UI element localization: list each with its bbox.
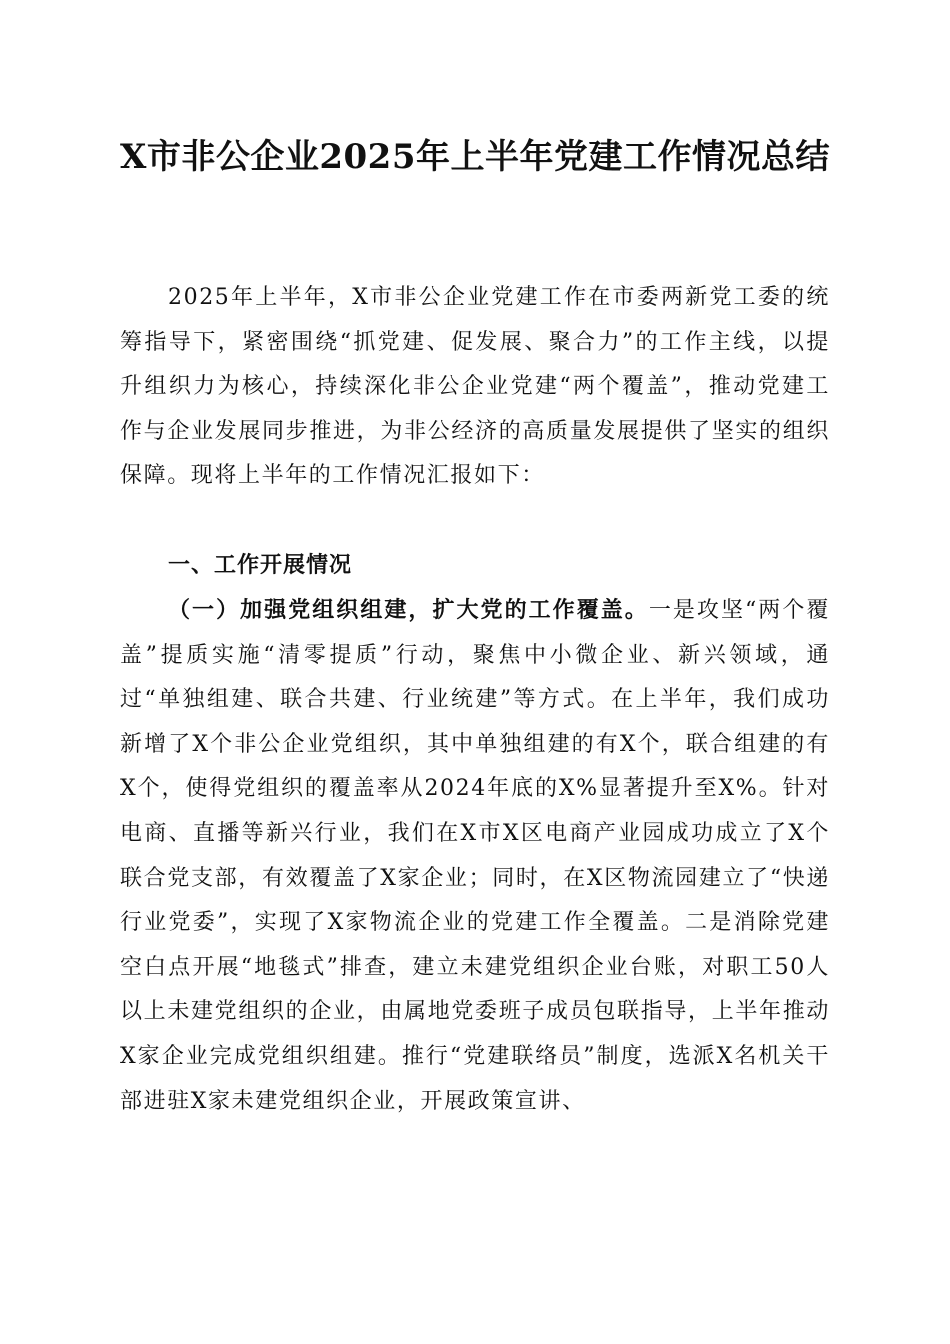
intro-paragraph: 2025年上半年，X市非公企业党建工作在市委两新党工委的统筹指导下，紧密围绕“抓党建、促发展、聚合力”的工作主线，以提升组织力为核心，持续深化非公企业党建“两个覆盖”，推动党建工作与企业发展同步推进，为非公经济的高质量发展提供了坚实的组织保障。现将上半年的工作情况汇报如下： [120,285,830,489]
subsection-body: 一是攻坚“两个覆盖”提质实施“清零提质”行动，聚焦中小微企业、新兴领域，通过“单独组建、联合共建、行业统建”等方式。在上半年，我们成功新增了X个非公企业党组织，其中单独组建的有X个，联合组建的有X个，使得党组织的覆盖率从2024年底的X%显著提升至X%。针对电商、直播等新兴行业，我们在X市X区电商产业园成功成立了X个联合党支部，有效覆盖了X家企业；同时，在X区物流园建立了“快递行业党委”，实现了X家物流企业的党建工作全覆盖。二是消除党建空白点开展“地毯式”排查，建立未建党组织企业台账，对职工50人以上未建党组织的企业，由属地党委班子成员包联指导，上半年推动X家企业完成党组织组建。推行“党建联络员”制度，选派X名机关干部进驻X家未建党组织企业，开展政策宣讲、 [120,598,830,1114]
section-paragraph [120,588,830,1124]
subsection-heading: （一）加强党组织组建，扩大党的工作覆盖。 [168,597,649,623]
document-title: X市非公企业2025年上半年党建工作情况总结 [119,137,830,177]
section-heading: 一、工作开展情况 [168,553,353,578]
